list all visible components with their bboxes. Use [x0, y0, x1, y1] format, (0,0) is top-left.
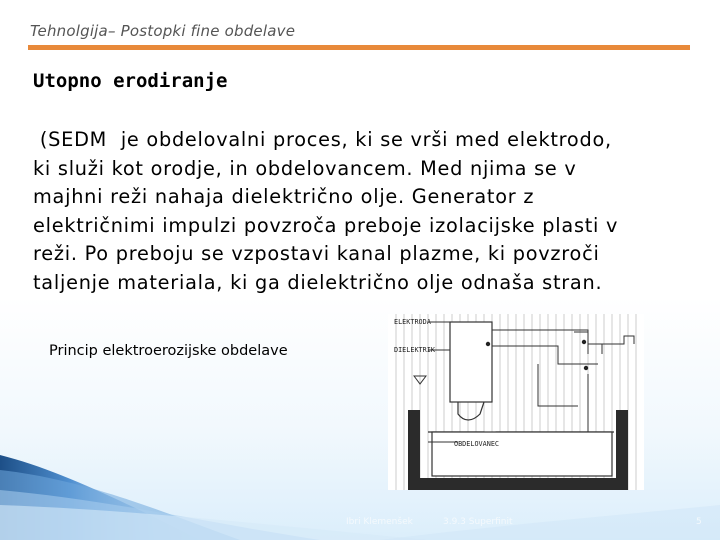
header-title: Tehnolgija– Postopki fine obdelave: [30, 22, 296, 40]
edm-principle-diagram: [388, 314, 644, 490]
body-line: ki služi kot orodje, in obdelovancem. Med njima se v: [33, 156, 577, 180]
footer-author: Ibri Klemenšek: [346, 517, 413, 527]
body-line: majhni reži nahaja dielektrično olje. Generator z: [33, 185, 535, 208]
diagram-label-dielectric: DIELEKTRIK: [394, 346, 435, 354]
diagram-workpiece: [428, 432, 614, 476]
body-line: reži. Po preboju se vzpostavi kanal plazme, ki povzroči: [33, 242, 600, 265]
header-divider: [28, 45, 690, 50]
body-line: taljenje materiala, ki ga dielektrično olje odnaša stran.: [33, 270, 603, 294]
footer-section: 3.9.3 Superfinit: [443, 517, 513, 527]
slide-title: Utopno erodiranje: [33, 70, 228, 92]
body-line: (SEDM je obdelovalni proces, ki se vrši med elektrodo,: [33, 128, 612, 151]
diagram-caption: Princip elektroerozijske obdelave: [49, 343, 288, 359]
diagram-label-workpiece: OBDELOVANEC: [454, 440, 500, 448]
body-line: električnimi impulzi povzroča preboje izolacijske plasti v: [33, 213, 619, 237]
footer-page-number: 5: [696, 517, 702, 527]
diagram-label-electrode: ELEKTRODA: [394, 318, 431, 326]
body-paragraph: [33, 126, 720, 297]
